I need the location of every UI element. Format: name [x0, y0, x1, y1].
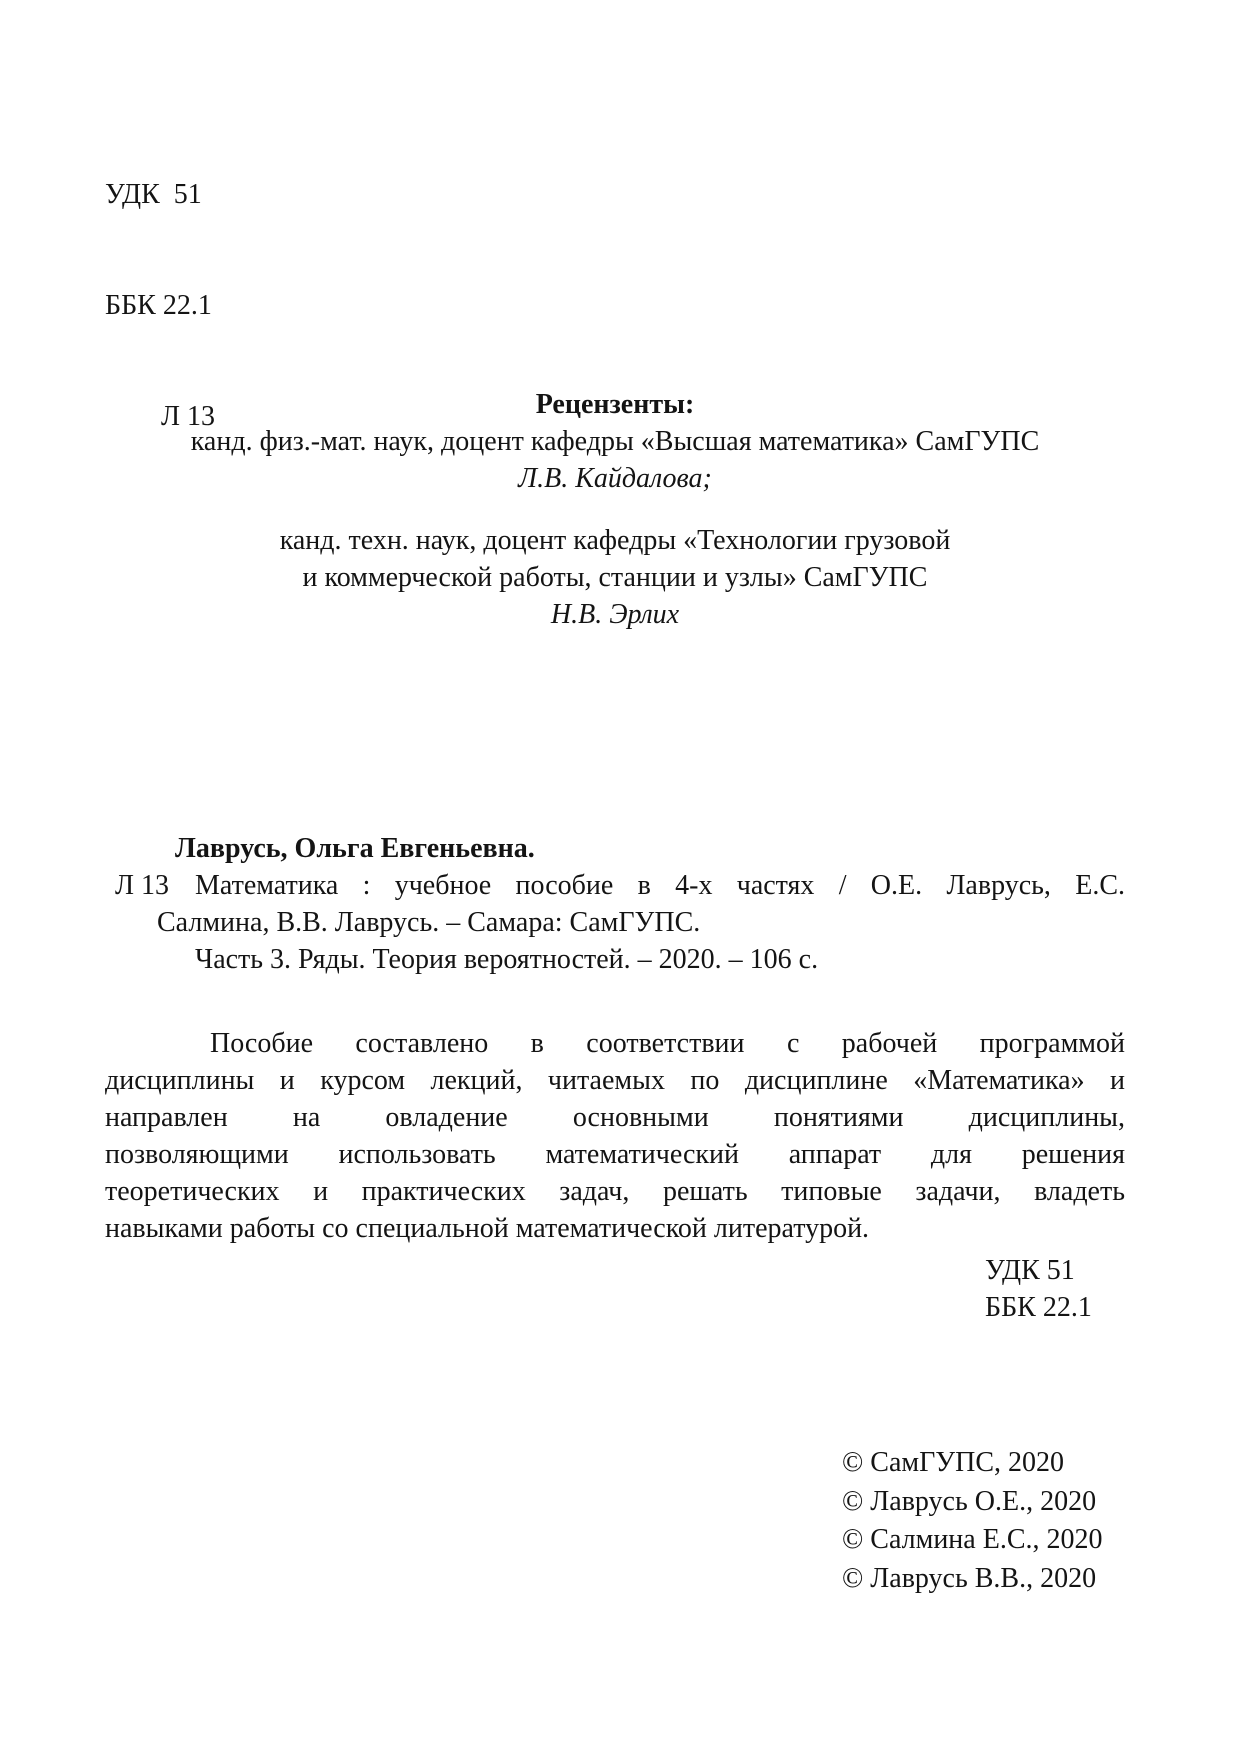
index-codes: [985, 1252, 1092, 1326]
reviewers-section: [105, 386, 1125, 633]
reviewer-second-block: [105, 522, 1125, 633]
book-author-heading: Лаврусь, Ольга Евгеньевна.: [175, 833, 535, 864]
annotation-line: дисциплины и курсом лекций, читаемых по дисциплине «Математика» и: [105, 1065, 1125, 1096]
author-sign-code: Л 13: [161, 401, 215, 432]
udk-code-right: УДК 51: [985, 1255, 1075, 1286]
reviewer-second-name: Н.В. Эрлих: [550, 599, 680, 630]
reviewer-first-affiliation: канд. физ.-мат. наук, доцент кафедры «Высшая математика» СамГУПС: [190, 426, 1040, 457]
copyright-line: © Салмина Е.С., 2020: [842, 1524, 1103, 1555]
catalog-line: Часть 3. Ряды. Теория вероятностей. – 2020. – 106 с.: [195, 944, 819, 975]
annotation-line: Пособие составлено в соответствии с рабочей программой: [210, 1028, 1125, 1059]
udk-code: УДК 51: [105, 179, 202, 210]
bbk-code: ББК 22.1: [105, 290, 212, 321]
annotation-line: навыками работы со специальной математической литературой.: [105, 1213, 870, 1244]
reviewers-heading: Рецензенты:: [535, 389, 695, 420]
copyright-block: [842, 1444, 1103, 1598]
annotation-line: теоретических и практических задач, решать типовые задачи, владеть: [105, 1176, 1125, 1207]
bbk-code-right: ББК 22.1: [985, 1292, 1092, 1323]
reviewer-first-name: Л.В. Кайдалова;: [518, 463, 712, 494]
annotation-line: позволяющими использовать математический аппарат для решения: [105, 1139, 1125, 1170]
margin-author-sign: Л 13: [115, 870, 169, 901]
reviewer-second-affiliation-line2: и коммерческой работы, станции и узлы» СамГУПС: [302, 562, 928, 593]
catalog-line: Математика : учебное пособие в 4-х частях / О.Е. Лаврусь, Е.С.: [195, 870, 1125, 901]
catalog-entry-lines: [157, 867, 1125, 978]
bibliographic-record: [105, 830, 1125, 978]
catalog-line: Салмина, В.В. Лаврусь. – Самара: СамГУПС.: [157, 907, 701, 938]
annotation-line: направлен на овладение основными понятиями дисциплины,: [105, 1102, 1125, 1133]
annotation-paragraph: [105, 1025, 1125, 1247]
copyright-line: © СамГУПС, 2020: [842, 1447, 1065, 1478]
reviewer-second-affiliation-line1: канд. техн. наук, доцент кафедры «Технологии грузовой: [279, 525, 951, 556]
copyright-line: © Лаврусь О.Е., 2020: [842, 1485, 1097, 1517]
copyright-line: © Лаврусь В.В., 2020: [842, 1562, 1097, 1594]
catalog-entry: [105, 867, 1125, 978]
